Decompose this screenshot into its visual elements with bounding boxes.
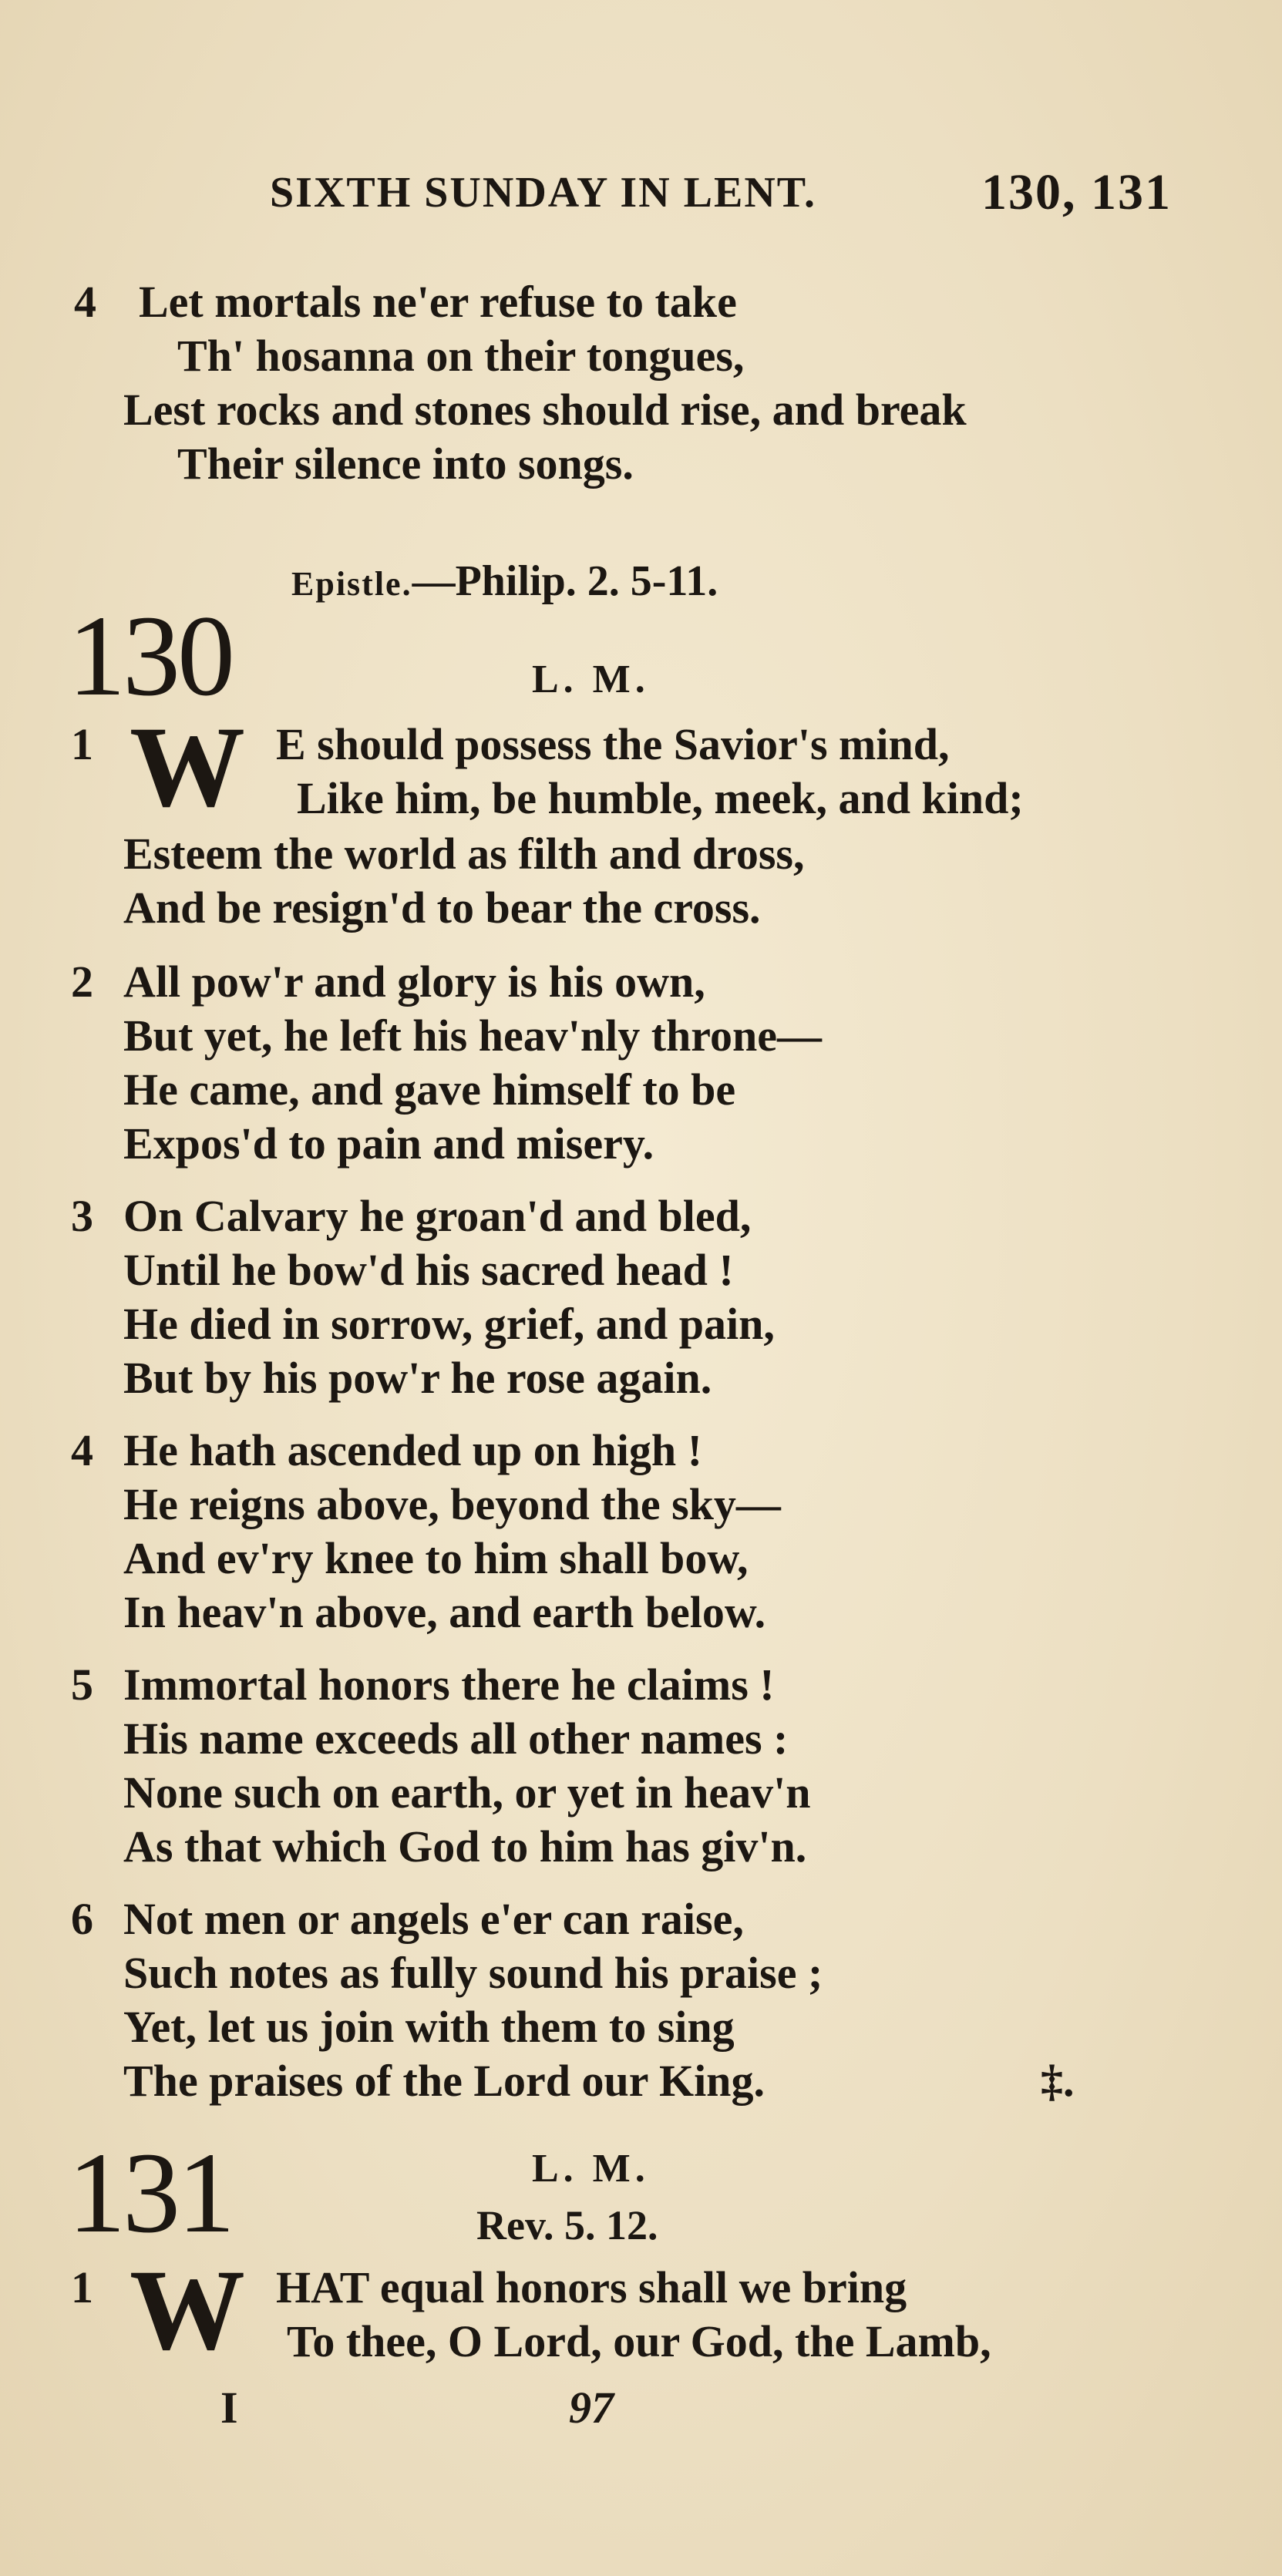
verse-line: He came, and gave himself to be bbox=[123, 1064, 736, 1115]
verse-line: E should possess the Savior's mind, bbox=[276, 719, 950, 769]
verse-line: On Calvary he groan'd and bled, bbox=[123, 1191, 752, 1241]
verse-line: And be resign'd to bear the cross. bbox=[123, 883, 761, 933]
verse-line: He reigns above, beyond the sky— bbox=[123, 1479, 781, 1529]
verse-line: All pow'r and glory is his own, bbox=[123, 957, 705, 1007]
verse-line: Esteem the world as filth and dross, bbox=[123, 829, 805, 879]
scripture-reference: Rev. 5. 12. bbox=[476, 2202, 658, 2248]
running-head bbox=[270, 164, 1172, 220]
drop-cap: W bbox=[130, 703, 245, 831]
signature-mark: I bbox=[220, 2383, 238, 2433]
drop-cap: W bbox=[130, 2246, 245, 2374]
page-number: 97 bbox=[569, 2383, 614, 2433]
hymn-number: 131 bbox=[68, 2129, 232, 2257]
verse-line: Such notes as fully sound his praise ; bbox=[123, 1948, 823, 1998]
verse-number: 4 bbox=[71, 1425, 93, 1475]
verse-line: But yet, he left his heav'nly throne— bbox=[123, 1011, 822, 1061]
verse-number: 4 bbox=[74, 277, 96, 327]
epistle-label: Epistle. bbox=[291, 565, 412, 603]
verse-line: His name exceeds all other names : bbox=[123, 1713, 789, 1764]
verse-line: Yet, let us join with them to sing bbox=[123, 2002, 735, 2052]
verse-line: Not men or angels e'er can raise, bbox=[123, 1894, 744, 1944]
end-mark: ‡. bbox=[1041, 2056, 1075, 2106]
verse-number: 2 bbox=[71, 957, 93, 1007]
verse-line: Their silence into songs. bbox=[177, 439, 634, 489]
verse-line: Until he bow'd his sacred head ! bbox=[123, 1245, 734, 1295]
epistle-reference bbox=[291, 557, 718, 606]
verse-number: 1 bbox=[71, 2262, 93, 2312]
verse-line: The praises of the Lord our King. bbox=[123, 2056, 765, 2106]
hymn-meter: L. M. bbox=[532, 2147, 650, 2191]
verse-line: In heav'n above, and earth below. bbox=[123, 1587, 766, 1637]
verse-line: Like him, be humble, meek, and kind; bbox=[297, 773, 1024, 823]
verse-line: Th' hosanna on their tongues, bbox=[177, 331, 745, 381]
hymn-meter: L. M. bbox=[532, 657, 650, 701]
verse-line: And ev'ry knee to him shall bow, bbox=[123, 1533, 749, 1583]
verse-line: Expos'd to pain and misery. bbox=[123, 1118, 654, 1169]
verse-number: 6 bbox=[71, 1894, 93, 1944]
verse-line: To thee, O Lord, our God, the Lamb, bbox=[287, 2316, 991, 2366]
verse-line: HAT equal honors shall we bring bbox=[276, 2262, 907, 2312]
running-head-page-numbers: 130, 131 bbox=[981, 164, 1172, 220]
verse-line: But by his pow'r he rose again. bbox=[123, 1353, 712, 1403]
verse-number: 1 bbox=[71, 719, 93, 769]
verse-line: Lest rocks and stones should rise, and break bbox=[123, 385, 967, 435]
verse-line: None such on earth, or yet in heav'n bbox=[123, 1767, 811, 1818]
verse-line: Immortal honors there he claims ! bbox=[123, 1660, 775, 1710]
epistle-citation: —Philip. 2. 5-11. bbox=[412, 557, 718, 605]
verse-line: He hath ascended up on high ! bbox=[123, 1425, 702, 1475]
running-head-title: SIXTH SUNDAY IN LENT. bbox=[270, 169, 816, 217]
verse-line: Let mortals ne'er refuse to take bbox=[139, 277, 737, 327]
verse-line: As that which God to him has giv'n. bbox=[123, 1821, 807, 1871]
verse-line: He died in sorrow, grief, and pain, bbox=[123, 1299, 775, 1349]
verse-number: 5 bbox=[71, 1660, 93, 1710]
hymn-number: 130 bbox=[68, 592, 232, 720]
verse-number: 3 bbox=[71, 1191, 93, 1241]
